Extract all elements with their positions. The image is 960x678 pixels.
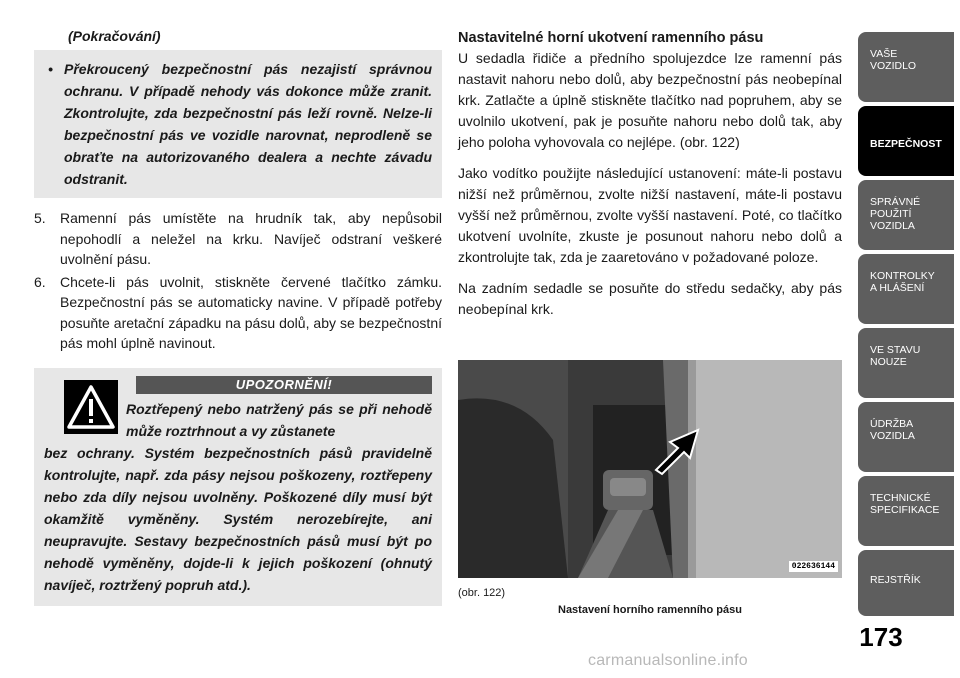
tab-label-line: ÚDRŽBA bbox=[870, 418, 914, 430]
tab-label-line: VOZIDLA bbox=[870, 430, 915, 442]
continued-label: (Pokračování) bbox=[68, 28, 161, 44]
paragraph: U sedadla řidiče a předního spolujezdce lze ramenní pás nastavit nahoru nebo dolů, aby bezpečnostní pás neobepínal krk. Zatlačte a úplně stiskněte tlačítko nad popruhem, aby se uvolnilo ukotvení, pak je posuňte nahoru nebo dolů tak, aby jeho poloha vyhovovala co nejlépe. (obr. 122) bbox=[458, 50, 842, 150]
right-column bbox=[458, 28, 842, 330]
tab-label-line: KONTROLKY bbox=[870, 270, 935, 282]
tab-label-line: VE STAVU bbox=[870, 344, 921, 356]
tab-label-line: REJSTŘÍK bbox=[870, 574, 921, 586]
tab-vase-vozidlo[interactable] bbox=[858, 32, 954, 102]
tab-label-line: SPRÁVNÉ bbox=[870, 196, 921, 208]
bullet-note bbox=[34, 50, 442, 198]
step-text: Ramenní pás umístěte na hrudník tak, aby nepůsobil nepohodlí a neležel na krku. Navíječ odstraní veškeré uvolnění pásu. bbox=[60, 210, 442, 267]
paragraph: Jako vodítko použijte následující ustanovení: máte-li postavu nižší než průměrnou, zvolte nižší nastavení, máte-li postavu vyšší než průměrnou, zvolte vyšší nastavení. Poté, co tlačítko ukotvení uvolníte, zkuste je posunout nahoru nebo dolů a zkontrolujte tak, zda je zaaretováno v požadované poloze. bbox=[458, 165, 842, 265]
tab-label-line: NOUZE bbox=[870, 356, 907, 368]
step-text: Chcete-li pás uvolnit, stiskněte červené tlačítko zámku. Bezpečnostní pás se automaticky navine. V případě potřeby posuňte aretační západku na pásu dolů, aby se bezpečnostní pás mohl úplně navinout. bbox=[60, 273, 442, 351]
page-number: 173 bbox=[859, 622, 903, 652]
watermark: carmanualsonline.info bbox=[588, 652, 748, 669]
warning-text-first: Roztřepený nebo natržený pás se při nehodě může roztrhnout a vy zůstanete bbox=[126, 400, 432, 439]
left-column bbox=[34, 28, 442, 606]
tab-label-line: POUŽITÍ bbox=[870, 208, 912, 220]
figure-caption: Nastavení horního ramenního pásu bbox=[558, 604, 742, 616]
section-heading: Nastavitelné horní ukotvení ramenního pásu bbox=[458, 30, 764, 46]
steps-list bbox=[34, 208, 442, 354]
tab-udrzba-vozidla[interactable] bbox=[858, 402, 954, 472]
step-item bbox=[34, 208, 442, 270]
step-item bbox=[34, 272, 442, 354]
warning-box bbox=[34, 368, 442, 606]
seatbelt-anchor-photo bbox=[458, 360, 842, 578]
chapter-sidebar bbox=[858, 32, 954, 620]
warning-title: UPOZORNĚNÍ! bbox=[136, 376, 432, 394]
paragraph: Na zadním sedadle se posuňte do středu sedačky, aby pás neobepínal krk. bbox=[458, 280, 842, 317]
tab-label-line: VAŠE bbox=[870, 48, 898, 60]
tab-label-line: VOZIDLO bbox=[870, 60, 917, 72]
tab-label-line: TECHNICKÉ bbox=[870, 492, 931, 504]
tab-technicke-specifikace[interactable] bbox=[858, 476, 954, 546]
tab-kontrolky-a-hlaseni[interactable] bbox=[858, 254, 954, 324]
photo-code: 022636144 bbox=[789, 561, 838, 572]
bullet-text: Překroucený bezpečnostní pás nezajistí správnou ochranu. V případě nehody vás dokonce může zranit. Zkontrolujte, zda bezpečnostní pás leží rovně. Nelze-li bezpečnostní pás ve vozidle narovnat, neprodleně se obraťte na autorizovaného dealera a nechte závadu odstranit. bbox=[64, 61, 432, 187]
step-number: 6. bbox=[34, 273, 46, 290]
warning-text: bez ochrany. Systém bezpečnostních pásů pravidelně kontrolujte, např. zda pásy nejsou poškozeny, roztřepeny nebo zda díly nejsou uvolněny. Poškozené díly musí být okamžitě vyměněny. Systém nerozebírejte, ani neupravujte. Sestavy bezpečnostních pásů musí být po nehodě vyměněny, dojde-li k jejich poškození (ohnutý navíječ, roztržený popruh atd.). bbox=[44, 444, 432, 593]
tab-label-line: BEZPEČNOST bbox=[870, 138, 942, 150]
figure-reference: (obr. 122) bbox=[458, 587, 506, 599]
step-number: 5. bbox=[34, 210, 46, 226]
bullet-dot: • bbox=[48, 61, 53, 77]
tab-bezpecnost[interactable] bbox=[858, 106, 954, 176]
tab-label-line: VOZIDLA bbox=[870, 220, 915, 232]
tab-spravne-pouziti-vozidla[interactable] bbox=[858, 180, 954, 250]
tab-ve-stavu-nouze[interactable] bbox=[858, 328, 954, 398]
tab-rejstrik[interactable] bbox=[858, 550, 954, 616]
photo-illustration bbox=[458, 360, 842, 578]
warning-triangle-icon bbox=[64, 380, 118, 434]
tab-label-line: A HLÁŠENÍ bbox=[870, 282, 925, 294]
tab-label-line: SPECIFIKACE bbox=[870, 504, 940, 516]
